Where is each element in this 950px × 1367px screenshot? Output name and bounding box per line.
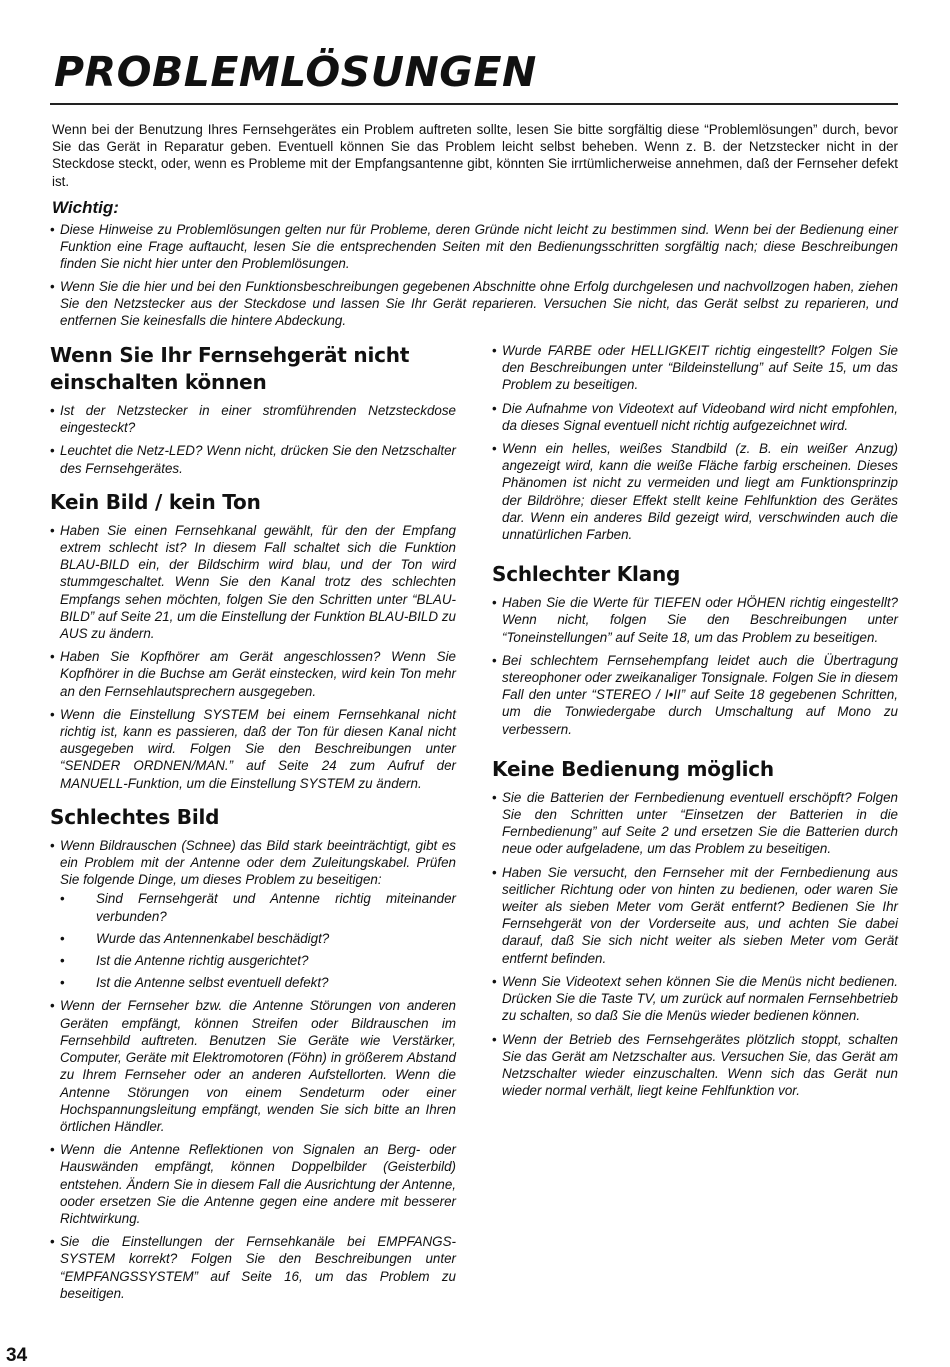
sublist-item: • Ist die Antenne richtig ausgerichtet? xyxy=(60,952,456,969)
list-item: • Wenn die Antenne Reflektionen von Signalen an Berg- oder Hauswänden empfängt, können Doppelbilder (Geisterbild) entstehen. Ändern Sie in diesem Fall die Ausrichtung der Antenne, ooder ersetzen Sie die Antenne gegen eine andere mit besserer Richtwirkung. xyxy=(50,1141,456,1227)
list-item: • Diese Hinweise zu Problemlösungen gelten nur für Probleme, deren Gründe nicht leicht zu bestimmen sind. Wenn bei der Bedienung einer Funktion eine Frage auftaucht, lesen Sie die entsprechenden Seiten mit den Bedienungsschritten sorgfältig nach; diese Beschreibungen finden Sie nicht hier unter den Problemlösungen. xyxy=(50,221,898,273)
intro-paragraph: Wenn bei der Benutzung Ihres Fernsehgerätes ein Problem auftreten sollte, lesen Sie bitte sorgfältig diese “Problemlösungen” durch, bevor Sie das Gerät in Reparatur geben. Eventuell können Sie das Problem leicht selbst beheben. Wenn z. B. der Netzstecker nicht in der Steckdose steckt, oder, wenn es Probleme mit der Empfangsantenne gibt, könnten Sie irrtümlicherweise annehmen, daß der Fernseher defekt ist. xyxy=(52,122,898,189)
list-item: • Wenn der Betrieb des Fernsehgerätes plötzlich stoppt, schalten Sie das Gerät am Netzschalter aus. Versuchen Sie, das Gerät am Netzschalter wieder einzuschalten. Wenn sich das Gerät nun wieder normal verhält, liegt keine Fehlfunktion vor. xyxy=(492,1031,898,1100)
list-item: • Wenn Sie die hier und bei den Funktionsbeschreibungen gegebenen Abschnitte ohne Erfolg durchgelesen und nachvollzogen haben, ziehen Sie den Netzstecker aus der Steckdose und lassen Sie Ihr Gerät reparieren. Versuchen Sie nicht, das Gerät selbst zu reparieren, und entfernen Sie keinesfalls die hintere Abdeckung. xyxy=(50,278,898,330)
wichtig-list xyxy=(50,221,898,334)
list-item: • Die Aufnahme von Videotext auf Videoband wird nicht empfohlen, da dieses Signal eventuell nicht richtig aufgezeichnet wird. xyxy=(492,400,898,434)
list-item: • Ist der Netzstecker in einer stromführenden Netzsteckdose eingesteckt? xyxy=(50,402,456,436)
list-item: • Haben Sie einen Fernsehkanal gewählt, für den der Empfang extrem schlecht ist? In diesem Fall schaltet sich die Funktion BLAU-BILD ein, der Bildschirm wird blau, und der Ton wird stummgeschaltet. Wenn Sie den Kanal trotz des schlechten Empfangs sehen möchten, folgen Sie den Schritten unter “BLAU-BILD” auf Seite 21, um die Einstellung der Funktion BLAU-BILD zu AUS zu ändern. xyxy=(50,522,456,642)
sublist-item: • Wurde das Antennenkabel beschädigt? xyxy=(60,930,456,947)
list-item: • Bei schlechtem Fernsehempfang leidet auch die Übertragung stereophoner oder zweikanaliger Tonsignale. Folgen Sie in diesem Fall den unter “STEREO / I•II” auf Seite 18 gegebenen Schritten, um die Tonwiedergabe durch Umschaltung auf Mono zu verbessern. xyxy=(492,652,898,738)
list-item: • Wenn ein helles, weißes Standbild (z. B. ein weißer Anzug) angezeigt wird, kann die weiße Fläche farbig erscheinen. Dieses Phänomen ist nicht zu vermeiden und liegt am Funktionsprinzip der Bildröhre; dieser Effekt stellt keine Fehlfunktion des Gerätes dar. Wenn ein anderes Bild gezeigt wird, verschwinden auch die unnatürlichen Farben. xyxy=(492,440,898,543)
list-item xyxy=(50,837,456,992)
schlechtes-bild-continued-list xyxy=(492,342,898,543)
keine-bedienung-list xyxy=(492,789,898,1099)
wichtig-heading: Wichtig: xyxy=(52,198,119,217)
section-heading-schlechter-klang: Schlechter Klang xyxy=(492,562,681,587)
kein-bild-list xyxy=(50,522,456,792)
page-number: 34 xyxy=(6,1345,28,1366)
sublist-item: • Sind Fernsehgerät und Antenne richtig miteinander verbunden? xyxy=(60,890,456,924)
sublist-item: • Ist die Antenne selbst eventuell defekt? xyxy=(60,974,456,991)
schlechtes-bild-list xyxy=(50,837,456,1302)
list-item: • Haben Sie die Werte für TIEFEN oder HÖHEN richtig eingestellt? Wenn nicht, folgen Sie den Beschreibungen unter “Toneinstellungen” auf Seite 18, um das Problem zu beseitigen. xyxy=(492,594,898,646)
schlechter-klang-list xyxy=(492,594,898,738)
right-column xyxy=(492,342,898,1105)
list-item: • Haben Sie Kopfhörer am Gerät angeschlossen? Wenn Sie Kopfhörer in die Buchse am Gerät einstecken, wird kein Ton mehr an den Fernsehlautsprechern ausgegeben. xyxy=(50,648,456,700)
title-divider xyxy=(50,103,898,105)
list-item: • Wenn der Fernseher bzw. die Antenne Störungen von anderen Geräten empfängt, können Streifen oder Bildrauschen im Fernsehbild auftreten. Benutzen Sie Geräte wie Verstärker, Computer, Geräte mit Elektromotoren (Föhn) in größerem Abstand zu Ihrem Fernseher oder an anderen Aufstellorten. Wenn die Antenne Störungen von einem Sendeturm oder einer Hochspannungsleitung empfängt, wenden Sie sich bitte an Ihren örtlichen Händler. xyxy=(50,997,456,1135)
page-title: PROBLEMLÖSUNGEN xyxy=(54,48,537,96)
section-heading-einschalten: Wenn Sie Ihr Fernsehgerät nicht einschalten können xyxy=(50,343,410,394)
list-item: • Haben Sie versucht, den Fernseher mit der Fernbedienung aus seitlicher Richtung oder von hinten zu bedienen, oder waren Sie weiter als sieben Meter vom Gerät entfernt? Bedienen Sie Ihr Fernsehgerät von der Vorderseite aus, und achten Sie dabei darauf, daß Sie sich nicht weiter als sieben Meter vom Gerät entfernt befinden. xyxy=(492,864,898,967)
list-item: • Leuchtet die Netz-LED? Wenn nicht, drücken Sie den Netzschalter des Fernsehgerätes. xyxy=(50,442,456,476)
einschalten-list xyxy=(50,402,456,477)
list-item-text: Wenn Bildrauschen (Schnee) das Bild stark beeinträchtigt, gibt es ein Problem mit der Antenne oder dem Zuleitungskabel. Prüfen Sie folgende Dinge, um dieses Problem zu beseitigen: xyxy=(60,837,456,888)
section-heading-kein-bild: Kein Bild / kein Ton xyxy=(50,489,261,514)
left-column xyxy=(50,342,456,1308)
list-item: • Wurde FARBE oder HELLIGKEIT richtig eingestellt? Folgen Sie den Beschreibungen unter “Bildeinstellung” auf Seite 15, um das Problem zu beseitigen. xyxy=(492,342,898,394)
list-item: • Wenn die Einstellung SYSTEM bei einem Fernsehkanal nicht richtig ist, kann es passieren, daß der Ton für diesen Kanal nicht ausgegeben wird. Folgen Sie den Beschreibungen unter “SENDER ORDNEN/MAN.” auf Seite 24 zum Aufruf der MANUELL-Funktion, um die Einstellung SYSTEM zu ändern. xyxy=(50,706,456,792)
check-sublist xyxy=(60,890,456,991)
list-item: • Sie die Batterien der Fernbedienung eventuell erschöpft? Folgen Sie den Schritten unter “Einsetzen der Batterien in die Fernbedienung” auf Seite 2 und ersetzen Sie die Batterien durch neue oder aufgeladene, um das Problem zu beseitigen. xyxy=(492,789,898,858)
section-heading-keine-bedienung: Keine Bedienung möglich xyxy=(492,756,774,781)
list-item: • Wenn Sie Videotext sehen können Sie die Menüs nicht bedienen. Drücken Sie die Taste TV, um zurück auf normalen Fernsehbetrieb zu schalten, so daß Sie die Menüs wieder bedienen können. xyxy=(492,973,898,1025)
list-item: • Sie die Einstellungen der Fernsehkanäle bei EMPFANGS-SYSTEM korrekt? Folgen Sie den Beschreibungen unter “EMPFANGSSYSTEM” auf Seite 16, um das Problem zu beseitigen. xyxy=(50,1233,456,1302)
section-heading-schlechtes-bild: Schlechtes Bild xyxy=(50,804,220,829)
